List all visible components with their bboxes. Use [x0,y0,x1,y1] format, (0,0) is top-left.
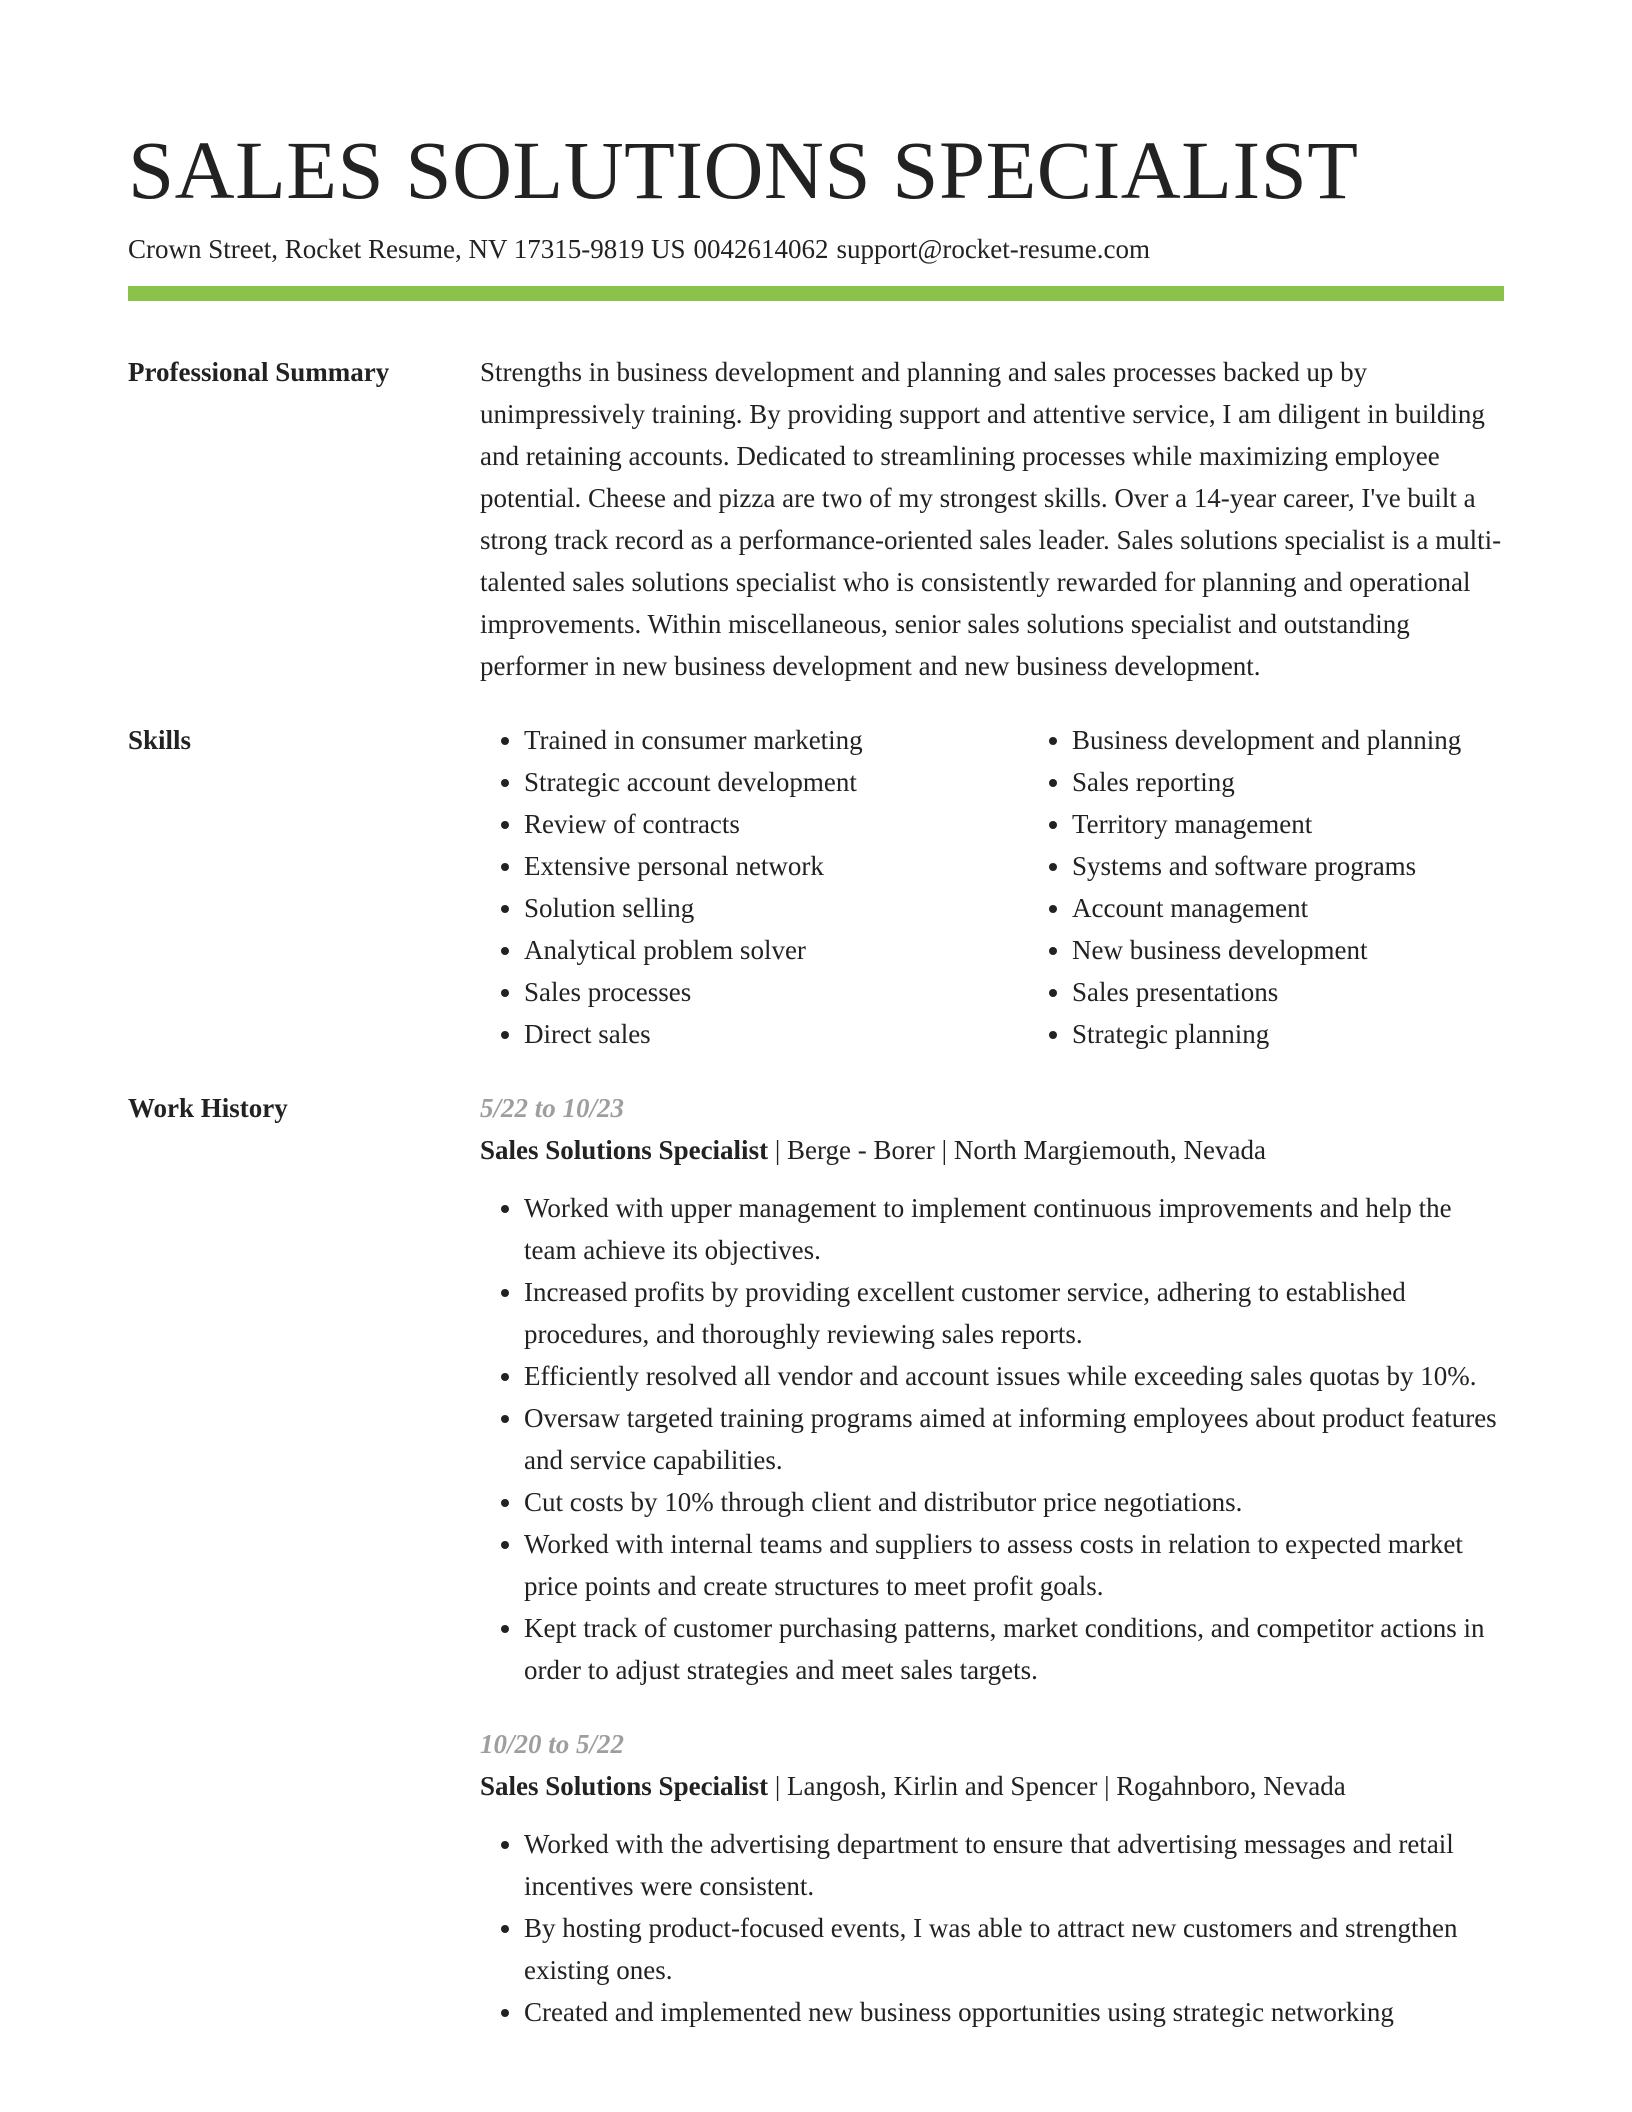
job-bullet: • Cut costs by 10% through client and distributor price negotiations. [524,1481,1504,1523]
job-bullet: • Created and implemented new business opportunities using strategic networking [524,1991,1504,2033]
skill-item: • Solution selling [524,887,1028,929]
skills-list-right [1028,719,1576,1055]
skills-list-left [480,719,1028,1055]
job-dates: 10/20 to 5/22 [480,1729,625,1759]
job-bullet: • Worked with upper management to implement continuous improvements and help the team achieve its objectives. [524,1187,1504,1271]
skill-item: • Strategic account development [524,761,1028,803]
work-history-section [128,1087,1504,2033]
skill-item: • Analytical problem solver [524,929,1028,971]
job-title: Sales Solutions Specialist [480,1135,769,1165]
contact-address: Crown Street, Rocket Resume, NV 17315-9819 US [128,234,686,264]
skill-item: • Direct sales [524,1013,1028,1055]
professional-summary-section [128,351,1504,687]
contact-email: support@rocket-resume.com [836,234,1150,264]
contact-phone: 0042614062 [693,234,829,264]
contact-line [128,232,1504,266]
job-details: | Berge - Borer | North Margiemouth, Nevada [774,1135,1266,1165]
skill-item: • Trained in consumer marketing [524,719,1028,761]
job-bullets [480,1823,1504,2033]
skills-section [128,719,1504,1055]
job-title: Sales Solutions Specialist [480,1771,769,1801]
job-bullet: • By hosting product-focused events, I was able to attract new customers and strengthen existing ones. [524,1907,1504,1991]
skill-item: • Strategic planning [1072,1013,1576,1055]
skill-item: • Review of contracts [524,803,1028,845]
job-bullet: • Increased profits by providing excellent customer service, adhering to established procedures, and thoroughly reviewing sales reports. [524,1271,1504,1355]
job-heading [480,1765,1504,1807]
section-heading-summary: Professional Summary [128,357,390,387]
job-bullets [480,1187,1504,1691]
section-heading-skills: Skills [128,725,192,755]
job-details: | Langosh, Kirlin and Spencer | Rogahnboro, Nevada [774,1771,1346,1801]
job-bullet: • Oversaw targeted training programs aimed at informing employees about product features and service capabilities. [524,1397,1504,1481]
job-bullet: • Worked with internal teams and suppliers to assess costs in relation to expected market price points and create structures to meet profit goals. [524,1523,1504,1607]
skill-item: • Business development and planning [1072,719,1576,761]
job-bullet: • Worked with the advertising department to ensure that advertising messages and retail incentives were consistent. [524,1823,1504,1907]
skill-item: • Account management [1072,887,1576,929]
skill-item: • Territory management [1072,803,1576,845]
skill-item: • Sales reporting [1072,761,1576,803]
header-divider [128,286,1504,301]
resume-page [128,0,1504,2033]
job-entry [480,1087,1504,1691]
resume-title: SALES SOLUTIONS SPECIALIST [128,124,1359,216]
skill-item: • Extensive personal network [524,845,1028,887]
job-dates: 5/22 to 10/23 [480,1093,625,1123]
job-heading [480,1129,1504,1171]
skill-item: • Systems and software programs [1072,845,1576,887]
job-bullet: • Efficiently resolved all vendor and account issues while exceeding sales quotas by 10%. [524,1355,1504,1397]
job-bullet: • Kept track of customer purchasing patterns, market conditions, and competitor actions in order to adjust strategies and meet sales targets. [524,1607,1504,1691]
summary-text: Strengths in business development and planning and sales processes backed up by unimpressively training. By providing support and attentive service, I am diligent in building and retaining accounts. Dedicated to streamlining processes while maximizing employee potential. Cheese and pizza are two of my strongest skills. Over a 14-year career, I've built a strong track record as a performance-oriented sales leader. Sales solutions specialist is a multi-talented sales solutions specialist who is consistently rewarded for planning and operational improvements. Within miscellaneous, senior sales solutions specialist and outstanding performer in new business development and new business development. [480,357,1502,681]
job-entry [480,1723,1504,2033]
skill-item: • New business development [1072,929,1576,971]
skill-item: • Sales processes [524,971,1028,1013]
section-heading-work-history: Work History [128,1093,288,1123]
skill-item: • Sales presentations [1072,971,1576,1013]
